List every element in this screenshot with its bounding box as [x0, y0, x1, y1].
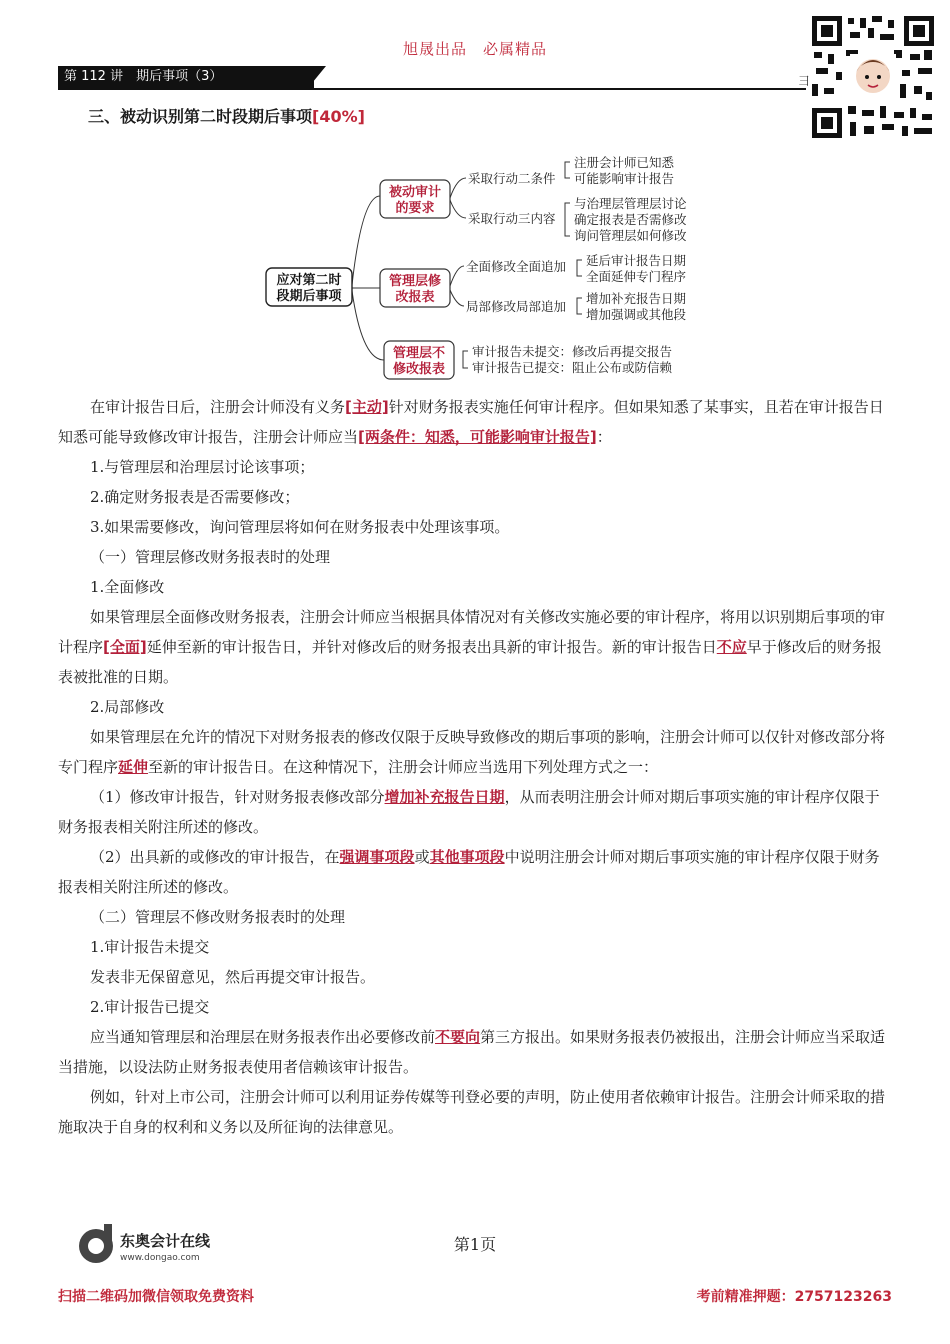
sub-label-actions: 采取行动三内容	[468, 211, 556, 226]
branch-2-line-2: 改报表	[395, 290, 435, 305]
paragraph: 应当通知管理层和治理层在财务报表作出必要修改前不要向第三方报出。如果财务报表仍被报出，注册会计师应当采取适当措施，以设法防止财务报表使用者信赖该审计报告。	[58, 1028, 886, 1076]
paragraph: 如果管理层在允许的情况下对财务报表的修改仅限于反映导致修改的期后事项的影响，注册会计师可以仅针对修改部分将专门程序延伸至新的审计报告日。在这种情况下，注册会计师应当选用下列处理方式之一：	[58, 728, 886, 776]
logo-name: 东奥会计在线	[120, 1232, 211, 1250]
highlight: 其他事项段	[429, 848, 505, 866]
list-item: 3.如果需要修改，询问管理层将如何在财务报表中处理该事项。	[90, 518, 510, 536]
mind-map-diagram	[262, 148, 712, 383]
page-number: 第1页	[453, 1235, 497, 1254]
list-item: 2.确定财务报表是否需要修改；	[90, 488, 300, 506]
branch-1-line-1: 被动审计	[388, 185, 442, 200]
sub-label-conditions: 采取行动二条件	[468, 171, 556, 186]
sub-label-partial-modify: 局部修改局部追加	[466, 299, 567, 314]
qr-code-icon[interactable]	[810, 14, 936, 140]
paragraph: 如果管理层全面修改财务报表，注册会计师应当根据具体情况对有关修改实施必要的审计程序，将用以识别期后事项的审计程序[全面]延伸至新的审计报告日，并针对修改后的财务报表出具新的审计报告。新的审计报告日不应早于修改后的财务报表被批准的日期。	[58, 608, 886, 686]
leaf-text: 注册会计师已知悉	[574, 155, 675, 170]
highlight: [两条件：知悉，可能影响审计报告]	[358, 428, 597, 446]
logo-url: www.dongao.com	[120, 1253, 200, 1263]
leaf-text: 确定报表是否需修改	[574, 212, 687, 227]
list-item: 1.与管理层和治理层讨论该事项；	[90, 458, 315, 476]
subheading: 1.审计报告未提交	[90, 938, 210, 956]
subheading: 1.全面修改	[90, 578, 165, 596]
branch-3-line-1: 管理层不	[392, 346, 446, 361]
section-percent: [40%]	[312, 107, 365, 126]
highlight: 强调事项段	[339, 848, 415, 866]
highlight: 增加补充报告日期	[384, 788, 505, 806]
subheading: （一）管理层修改财务报表时的处理	[90, 548, 331, 566]
footer-contact: 考前精准押题：2757123263	[696, 1289, 892, 1305]
highlight: 不应	[716, 638, 747, 656]
leaf-text: 询问管理层如何修改	[574, 228, 687, 243]
root-line-1: 应对第二时	[276, 273, 342, 288]
branch-3-line-2: 修改报表	[392, 362, 446, 377]
branch-1-line-2: 的要求	[395, 201, 435, 216]
subheading: （二）管理层不修改财务报表时的处理	[90, 908, 346, 926]
leaf-text: 全面延伸专门程序	[586, 269, 687, 284]
paragraph: 发表非无保留意见，然后再提交审计报告。	[90, 968, 376, 986]
header-tail-char: 彐	[798, 74, 811, 88]
section-title	[88, 104, 365, 127]
paragraph: （1）修改审计报告，针对财务报表修改部分增加补充报告日期，从而表明注册会计师对期后事项实施的审计程序仅限于财务报表相关附注所述的修改。	[58, 788, 880, 836]
paragraph: （2）出具新的或修改的审计报告，在强调事项段或其他事项段中说明注册会计师对期后事项实施的审计程序仅限于财务报表相关附注所述的修改。	[58, 848, 880, 896]
brand-slogan: 旭晟出品 必属精品	[402, 40, 547, 58]
leaf-text: 可能影响审计报告	[574, 171, 675, 186]
root-line-2: 段期后事项	[276, 289, 342, 304]
sub-label-full-modify: 全面修改全面追加	[466, 259, 567, 274]
section-title-text: 三、被动识别第二时段期后事项	[88, 107, 313, 126]
highlight: [全面]	[103, 638, 147, 656]
leaf-text: 增加补充报告日期	[586, 291, 687, 306]
paragraph: 例如，针对上市公司，注册会计师可以利用证券传媒等刊登必要的声明，防止使用者依赖审计报告。注册会计师采取的措施取决于自身的权利和义务以及所征询的法律意见。	[58, 1088, 886, 1136]
highlight: 不要向	[435, 1028, 481, 1046]
leaf-text: 审计报告已提交：阻止公布或防信赖	[472, 360, 673, 375]
header-divider	[58, 88, 806, 90]
subheading: 2.审计报告已提交	[90, 998, 210, 1016]
body-text	[58, 392, 892, 1142]
highlight: [主动]	[345, 398, 389, 416]
leaf-text: 延后审计报告日期	[586, 253, 687, 268]
leaf-text: 与治理层管理层讨论	[574, 196, 687, 211]
leaf-text: 增加强调或其他段	[586, 307, 687, 322]
paragraph: 在审计报告日后，注册会计师没有义务[主动]针对财务报表实施任何审计程序。但如果知悉了某事实，且若在审计报告日知悉可能导致修改审计报告，注册会计师应当[两条件：知悉，可能影响审计报告]：	[58, 398, 884, 446]
highlight: 延伸	[118, 758, 149, 776]
lecture-title: 第 112 讲 期后事项（3）	[58, 66, 314, 88]
footer-qr-prompt: 扫描二维码加微信领取免费资料	[58, 1289, 254, 1305]
lecture-bar-tail	[308, 66, 326, 88]
branch-2-line-1: 管理层修	[388, 274, 442, 289]
subheading: 2.局部修改	[90, 698, 165, 716]
leaf-text: 审计报告未提交：修改后再提交报告	[472, 344, 673, 359]
